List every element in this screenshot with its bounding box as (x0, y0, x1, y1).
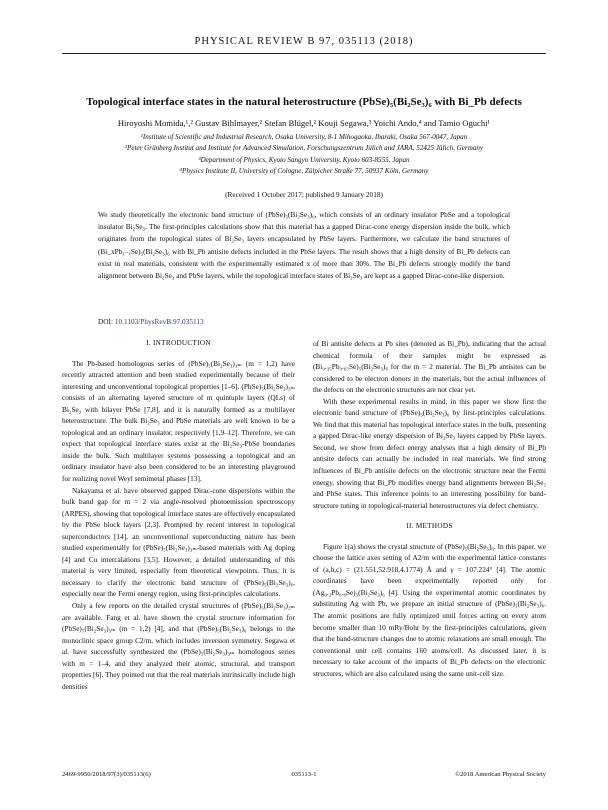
footer-issn: 2469-9950/2018/97(3)/035113(6) (62, 771, 151, 778)
intro-continuation: of Bi antisite defects at Pb sites (denoted as Bi_Pb), indicating that the actual chemical formula of their samples might be expressed as (Bi₀.₃₅Pb₀.₆₅Se)₅(Bi₂Se₃)₆ for the m = 2 material. The Bi_Pb antisites can be considered to be electron donors in the materials, but the actual influences of the defects on the electronic structures are not clear yet. (313, 339, 546, 395)
doi-link[interactable]: 10.1103/PhysRevB.97.035113 (114, 317, 204, 326)
paper-title: Topological interface states in the natural heterostructure (PbSe)₅(Bi₂Se₃)₆ with Bi_Pb defects (86, 96, 522, 108)
methods-paragraph-1: Figure 1(a) shows the crystal structure of (PbSe)₅(Bi₂Se₃)₆. In this paper, we choose the lattice axes setting of A2/m with the experimental lattice constants of (a,b,c) = (21.551,52.918,4.1774) Å and γ = 107.224° [4]. The atomic coordinates have been experimentally reported only for (Ag₀.₂Pb₀.₈Se)₅(Bi₂Se₃)₆ [4]. Using the experimental atomic coordinates by substituting Ag with Pb, we prepare an initial structure of (PbSe)₅(Bi₂Se₃)₆. The atomic positions are fully optimized until forces acting on every atom become smaller than 10 mRy/Bohr by the first-principles calculations, given that the band-structure changes due to atomic relaxations are small enough. The conventional unit cell contains 160 atoms/cell. As discussed later, it is necessary to take account of the impacts of Bi_Pb defects on the electronic structures, which are also calculated using the same unit-cell size. (313, 541, 546, 678)
doi-label: DOI: (98, 317, 113, 326)
intro-paragraph-4: With these experimental results in mind, in this paper we show first the electronic band structure of (PbSe)₅(Bi₂Se₃)₆ by first-principles calculations. We find that this material has topological interface states in the bulk, presenting a gapped Dirac-like energy dispersion of Bi₂Se₃ layers capped by PbSe layers. Second, we show from defect energy analyses that a high density of Bi_Pb antisite defects can actually be included in real materials. We find strong influences of Bi_Pb antisite defects on the electronic structure near the Fermi energy, showing that Bi_Pb modifies energy band alignments between Bi₂Se₃ and PbSe states. This inference points to an interesting possibility for band-structure tuning in topological-material heterostructures via defect chemistry. (313, 396, 546, 510)
intro-paragraph-2: Nakayama et al. have observed gapped Dirac-cone dispersions within the bulk band gap for m = 2 via angle-resolved photoemission spectroscopy (ARPES), showing that topological interface states are effectively encapsulated by the PbSe block layers [2,3]. Prompted by recent interest in topological superconductors [14], an unconventional superconducting nature has been studied experimentally for (PbSe)₅(Bi₂Se₃)₃ₘ-based materials with Ag doping [4] and Cu intercalations [3,5]. However, a detailed understanding of this material is very limited, especially from theoretical viewpoints. Thus, it is necessary to clarify the electronic band structure of (PbSe)₅(Bi₂Se₃)₆, especially near the Fermi energy region, using first-principles calculations. (62, 485, 295, 599)
intro-paragraph-1: The Pb-based homologous series of (PbSe)₅(Bi₂Se₃)₃ₘ (m = 1,2) have recently attracted attention and been studied experimentally because of their interesting and unconventional topological properties [1–6]. (PbSe)₅(Bi₂Se₃)₃ₘ consists of an alternating layered structure of m quintuple layers (QLs) of Bi₂Se₃ with bilayer PbSe [7,8], and it is naturally formed as a multilayer heterostructure. The bulk Bi₂Se₃ and PbSe materials are well known to be a topological and an ordinary insulator, respectively [1,9–12]. Therefore, we can expect that topological interface states exist at the Bi₂Se₃-PbSe boundaries inside the bulk. Such multilayer systems possessing a topological and an ordinary insulator have also been considered to be an interesting playground for realizing novel Weyl semimetal phases [13]. (62, 358, 295, 484)
abstract: We study theoretically the electronic band structure of (PbSe)₅(Bi₂Se₃)₆, which consists of an ordinary insulator PbSe and a topological insulator Bi₂Se₃. The first-principles calculations show that this material has a gapped Dirac-cone energy dispersion inside the bulk, which originates from the topological states of Bi₂Se₃ layers encapsulated by PbSe layers. Furthermore, we calculate the band structures of (Bi_xPb₁₋ₓSe)₅(Bi₂Se₃)₆ with Bi_Pb antisite defects included in the PbSe layers. The result shows that a high density of Bi_Pb defects can exist in real materials, consistent with the experimentally estimated x of more than 30%. The Bi_Pb defects strongly modify the band alignment between Bi₂Se₃ and PbSe layers, while the topological interface states of Bi₂Se₃ are kept as a gapped Dirac-cone-like dispersion. (98, 210, 510, 281)
affiliations (40, 132, 568, 178)
affiliation-1: ¹Institute of Scientific and Industrial Research, Osaka University, 8-1 Mihogaoka, Ibaraki, Osaka 567-0047, Japan (140, 133, 468, 141)
received-date: (Received 1 October 2017; published 9 January 2018) (225, 190, 383, 199)
affiliation-2: ²Peter Grünberg Institut and Institute for Advanced Simulation, Forschungszentrum Jülich and JARA, 52425 Jülich, Germany (124, 144, 484, 153)
section-heading-methods: II. METHODS (406, 522, 453, 531)
right-column (313, 338, 546, 679)
affiliation-4: ⁴Physics Institute II, University of Cologne, Zülpicher Straße 77, 50937 Köln, Germany (179, 167, 429, 176)
intro-paragraph-3: Only a few reports on the detailed crystal structures of (PbSe)₅(Bi₂Se₃)₃ₘ are available. Fang et al. have shown the crystal structure information for (PbSe)₅(Bi₂Se₃)₃ₘ (m = 1,2) [4], and that (PbSe)₅(Bi₂Se₃)₆ belongs to the monoclinic space group C2/m, which includes inversion symmetry. Segawa et al. have successfully synthesized the (PbSe)₅(Bi₂Se₃)₃ₘ homologous series with m = 1–4, and they analyzed their atomic, structural, and transport properties [6]. They pointed out that the real materials intrinsically include high densities (62, 601, 295, 691)
doi-line (98, 317, 204, 326)
footer-copyright: ©2018 American Physical Society (455, 771, 546, 778)
running-head: PHYSICAL REVIEW B 97, 035113 (2018) (194, 36, 414, 47)
author-list: Hiroyoshi Momida,¹,² Gustav Bihlmayer,² Stefan Blügel,² Kouji Segawa,³ Yoichi Ando,⁴ and Tamio Oguchi¹ (117, 118, 491, 128)
footer-page-number: 035113-1 (291, 771, 317, 778)
affiliation-3: ³Department of Physics, Kyoto Sangyo University, Kyoto 603-8555, Japan (198, 155, 410, 164)
left-column (62, 338, 295, 692)
section-heading-introduction: I. INTRODUCTION (146, 339, 211, 347)
header-rule (62, 53, 546, 54)
